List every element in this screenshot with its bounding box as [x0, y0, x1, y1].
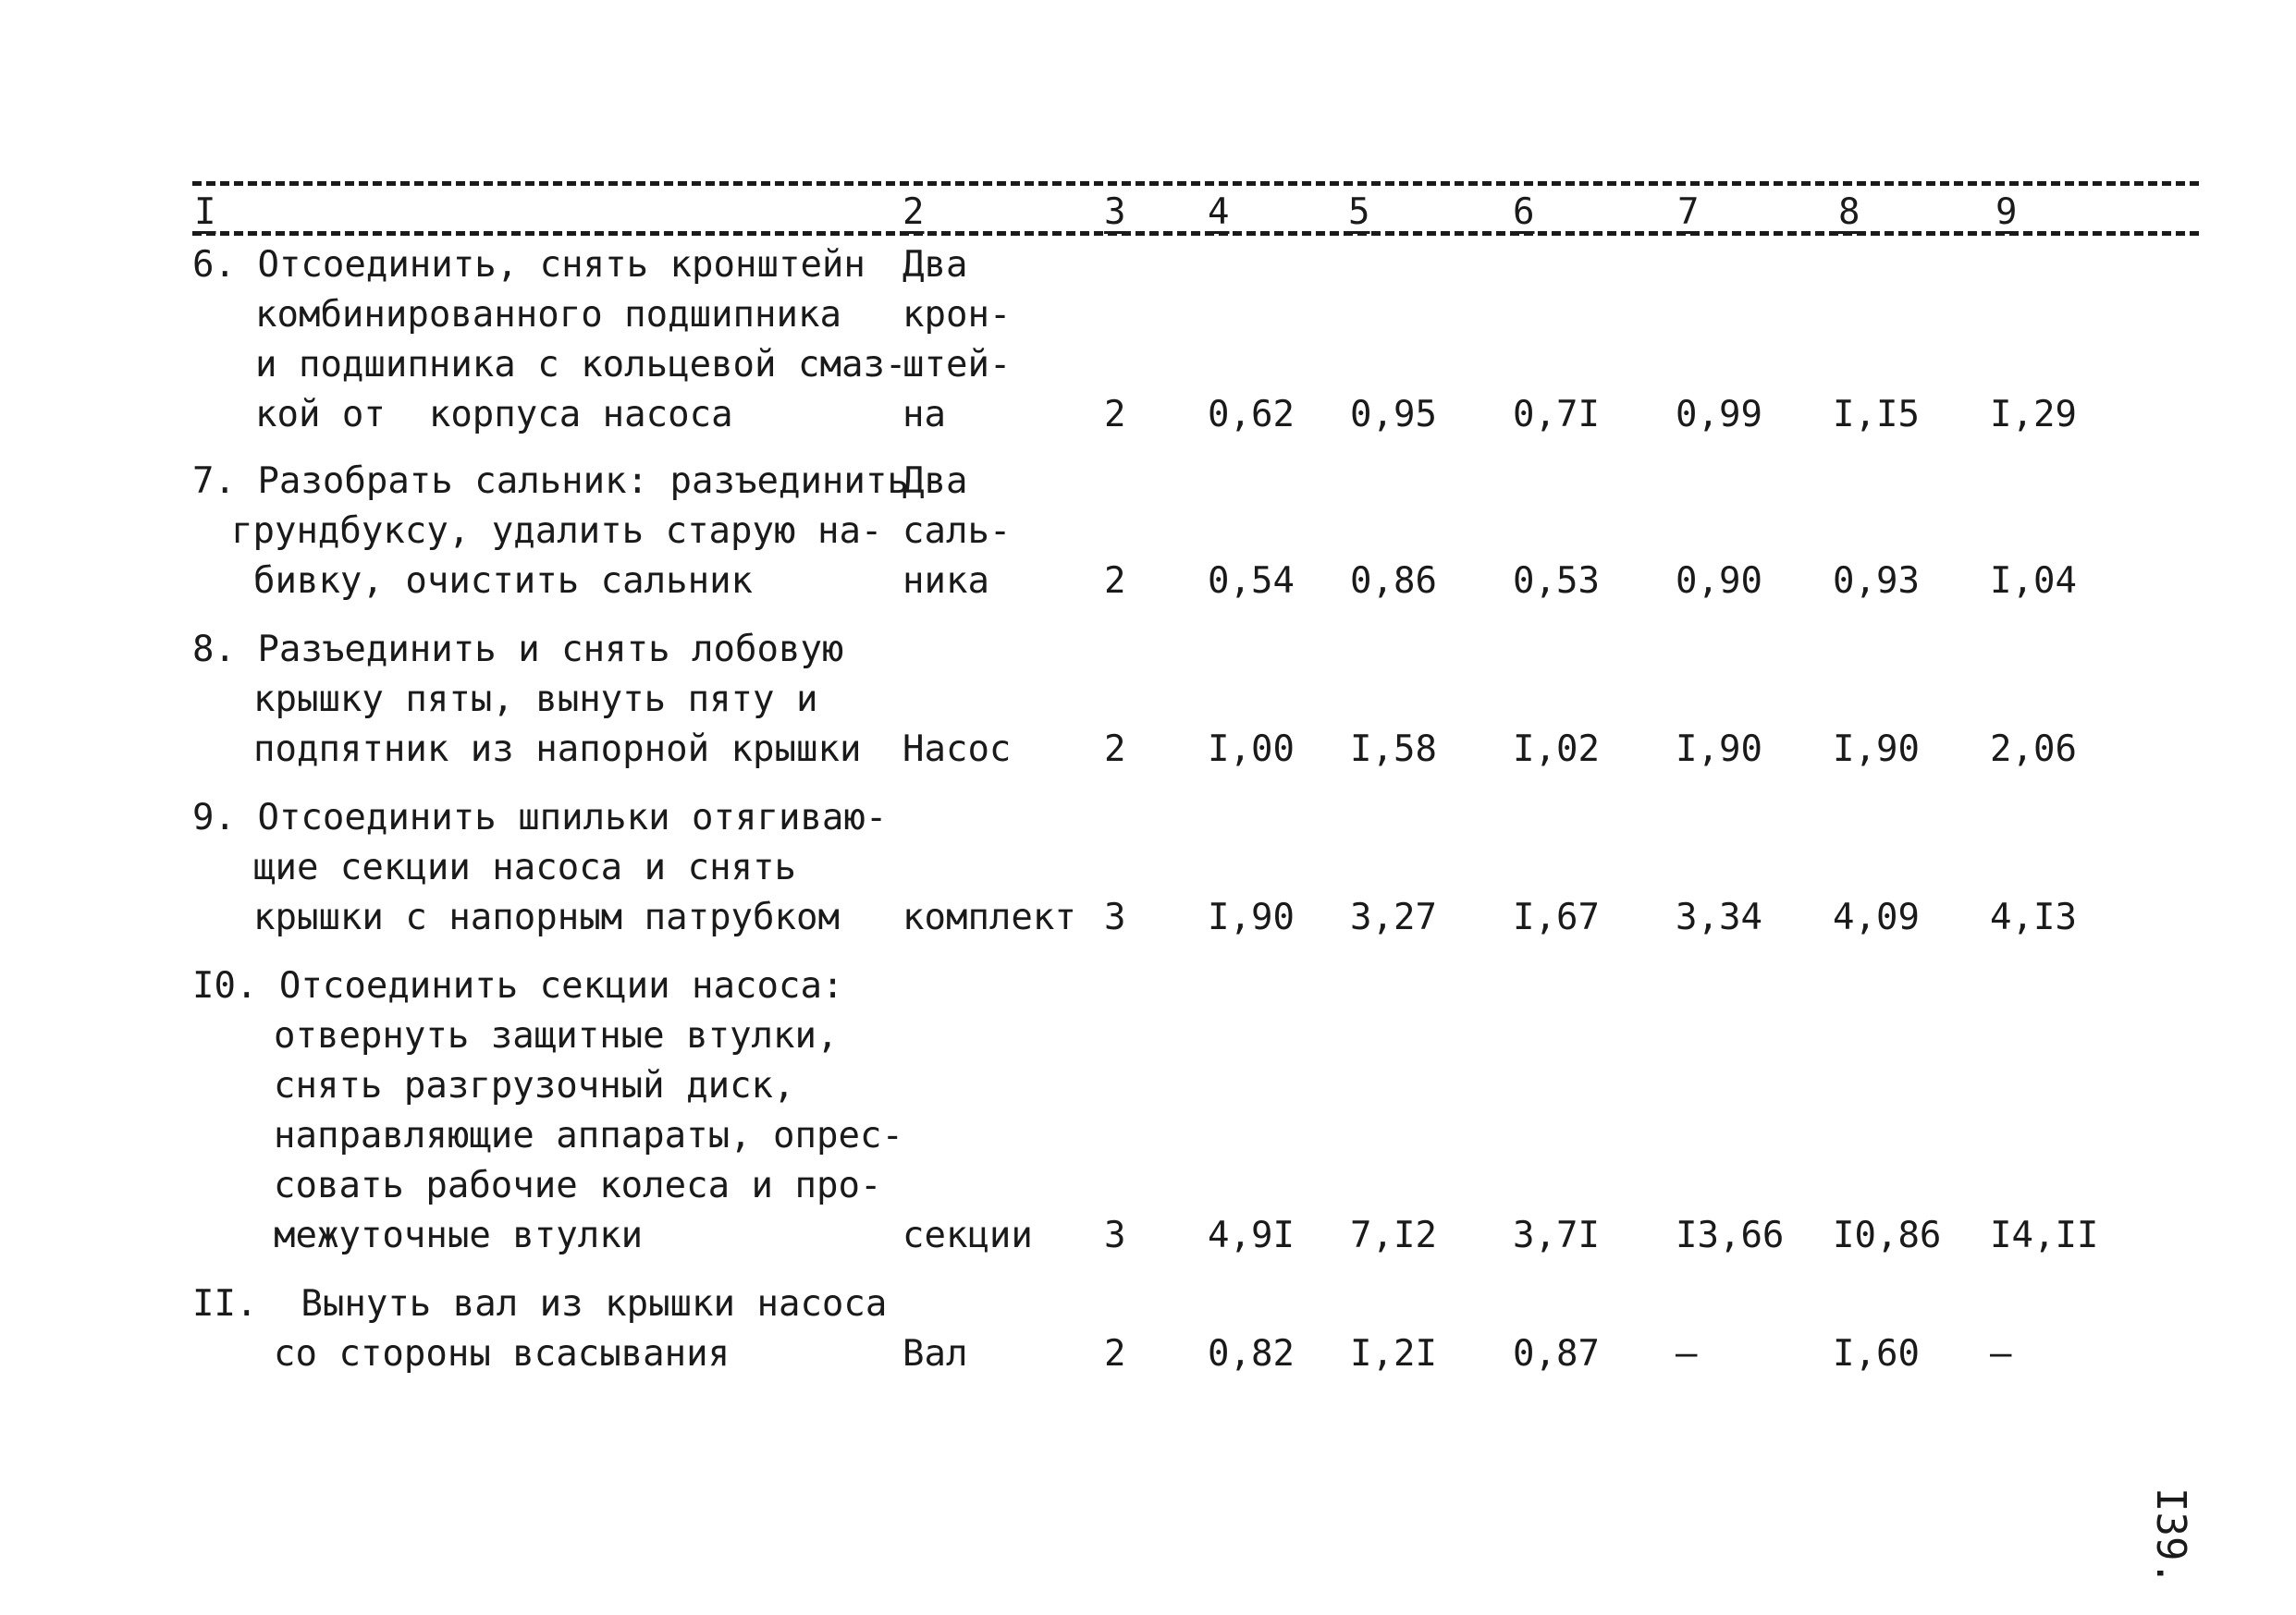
row-6-value-col4: 0,62	[1208, 394, 1295, 435]
column-header-8: 8	[1838, 191, 1860, 233]
row-11-value-col8: I,60	[1833, 1333, 1920, 1375]
row-6-desc-line-4: кой от корпуса насоса	[255, 394, 733, 435]
column-header-1: I	[194, 191, 216, 233]
row-7-desc-line-3: бивку, очистить сальник	[253, 560, 754, 602]
column-header-9: 9	[1995, 191, 2018, 233]
row-9-value-col9: 4,I3	[1990, 897, 2077, 938]
row-8-value-col9: 2,06	[1990, 728, 2077, 770]
row-6-value-col7: 0,99	[1676, 394, 1762, 435]
column-header-3: 3	[1104, 191, 1126, 233]
row-10-value-col7: I3,66	[1676, 1215, 1785, 1256]
row-7-unit-line-2: саль-	[902, 510, 1012, 552]
row-9-value-col8: 4,09	[1833, 897, 1920, 938]
row-11-value-col6: 0,87	[1513, 1333, 1600, 1375]
row-8-value-col4: I,00	[1208, 728, 1295, 770]
row-10-value-col4: 4,9I	[1208, 1215, 1295, 1256]
row-8-value-col5: I,58	[1350, 728, 1437, 770]
row-6-unit-line-4: на	[902, 394, 946, 435]
row-11-unit-line-1: Вал	[902, 1333, 968, 1375]
row-10-desc-line-6: межуточные втулки	[274, 1215, 644, 1256]
row-11-value-col3: 2	[1104, 1333, 1126, 1375]
row-6-value-col3: 2	[1104, 394, 1126, 435]
row-8-value-col8: I,90	[1833, 728, 1920, 770]
row-9-desc-line-2: щие секции насоса и снять	[253, 847, 796, 888]
row-10-desc-line-4: направляющие аппараты, опрес-	[274, 1115, 903, 1156]
row-9-unit-line-1: комплект	[902, 897, 1076, 938]
row-10-value-col6: 3,7I	[1513, 1215, 1600, 1256]
page-number: I39.	[2147, 1487, 2194, 1585]
row-7-value-col7: 0,90	[1676, 560, 1762, 602]
row-6-unit-line-2: крон-	[902, 294, 1012, 336]
row-9-value-col5: 3,27	[1350, 897, 1437, 938]
row-7-value-col3: 2	[1104, 560, 1126, 602]
column-header-4: 4	[1208, 191, 1230, 233]
header-top-rule	[192, 181, 2199, 186]
row-11-value-col4: 0,82	[1208, 1333, 1295, 1375]
row-6-value-col8: I,I5	[1833, 394, 1920, 435]
row-10-desc-line-1: I0. Отсоединить секции насоса:	[192, 965, 844, 1007]
row-7-unit-line-1: Два	[902, 460, 968, 502]
row-7-desc-line-1: 7. Разобрать сальник: разъединить	[192, 460, 909, 502]
row-9-value-col7: 3,34	[1676, 897, 1762, 938]
row-11-desc-line-1: II. Вынуть вал из крышки насоса	[192, 1283, 888, 1325]
row-8-desc-line-1: 8. Разъединить и снять лобовую	[192, 629, 844, 670]
row-9-value-col6: I,67	[1513, 897, 1600, 938]
column-header-6: 6	[1513, 191, 1535, 233]
row-11-value-col7: –	[1676, 1333, 1698, 1375]
row-6-desc-line-3: и подшипника с кольцевой смаз-	[255, 344, 907, 385]
row-6-desc-line-1: 6. Отсоединить, снять кронштейн	[192, 244, 866, 286]
row-10-value-col3: 3	[1104, 1215, 1126, 1256]
row-10-unit-line-1: секции	[902, 1215, 1033, 1256]
row-6-value-col5: 0,95	[1350, 394, 1437, 435]
row-6-value-col9: I,29	[1990, 394, 2077, 435]
row-6-value-col6: 0,7I	[1513, 394, 1600, 435]
row-9-value-col4: I,90	[1208, 897, 1295, 938]
row-9-value-col3: 3	[1104, 897, 1126, 938]
row-7-value-col6: 0,53	[1513, 560, 1600, 602]
column-header-5: 5	[1348, 191, 1370, 233]
row-10-value-col8: I0,86	[1833, 1215, 1942, 1256]
row-11-desc-line-2: со стороны всасывания	[274, 1333, 731, 1375]
row-7-desc-line-2: грундбуксу, удалить старую на-	[231, 510, 883, 552]
row-10-value-col5: 7,I2	[1350, 1215, 1437, 1256]
row-11-value-col9: –	[1990, 1333, 2012, 1375]
column-header-2: 2	[902, 191, 925, 233]
row-9-desc-line-1: 9. Отсоединить шпильки отягиваю-	[192, 797, 888, 838]
row-10-desc-line-5: совать рабочие колеса и про-	[274, 1165, 882, 1206]
row-6-unit-line-3: штей-	[902, 344, 1012, 385]
row-8-value-col6: I,02	[1513, 728, 1600, 770]
row-9-desc-line-3: крышки с напорным патрубком	[253, 897, 840, 938]
row-8-unit-line-1: Насос	[902, 728, 1012, 770]
row-7-value-col5: 0,86	[1350, 560, 1437, 602]
row-8-desc-line-2: крышку пяты, вынуть пяту и	[253, 679, 818, 720]
row-11-value-col5: I,2I	[1350, 1333, 1437, 1375]
row-7-unit-line-3: ника	[902, 560, 989, 602]
row-7-value-col8: 0,93	[1833, 560, 1920, 602]
row-6-unit-line-1: Два	[902, 244, 968, 286]
column-header-7: 7	[1677, 191, 1700, 233]
row-8-value-col7: I,90	[1676, 728, 1762, 770]
header-bottom-rule	[192, 231, 2199, 236]
row-8-value-col3: 2	[1104, 728, 1126, 770]
row-8-desc-line-3: подпятник из напорной крышки	[253, 728, 862, 770]
row-10-desc-line-2: отвернуть защитные втулки,	[274, 1015, 839, 1057]
row-10-value-col9: I4,II	[1990, 1215, 2099, 1256]
row-10-desc-line-3: снять разгрузочный диск,	[274, 1065, 795, 1107]
row-6-desc-line-2: комбинированного подшипника	[255, 294, 841, 336]
row-7-value-col4: 0,54	[1208, 560, 1295, 602]
row-7-value-col9: I,04	[1990, 560, 2077, 602]
